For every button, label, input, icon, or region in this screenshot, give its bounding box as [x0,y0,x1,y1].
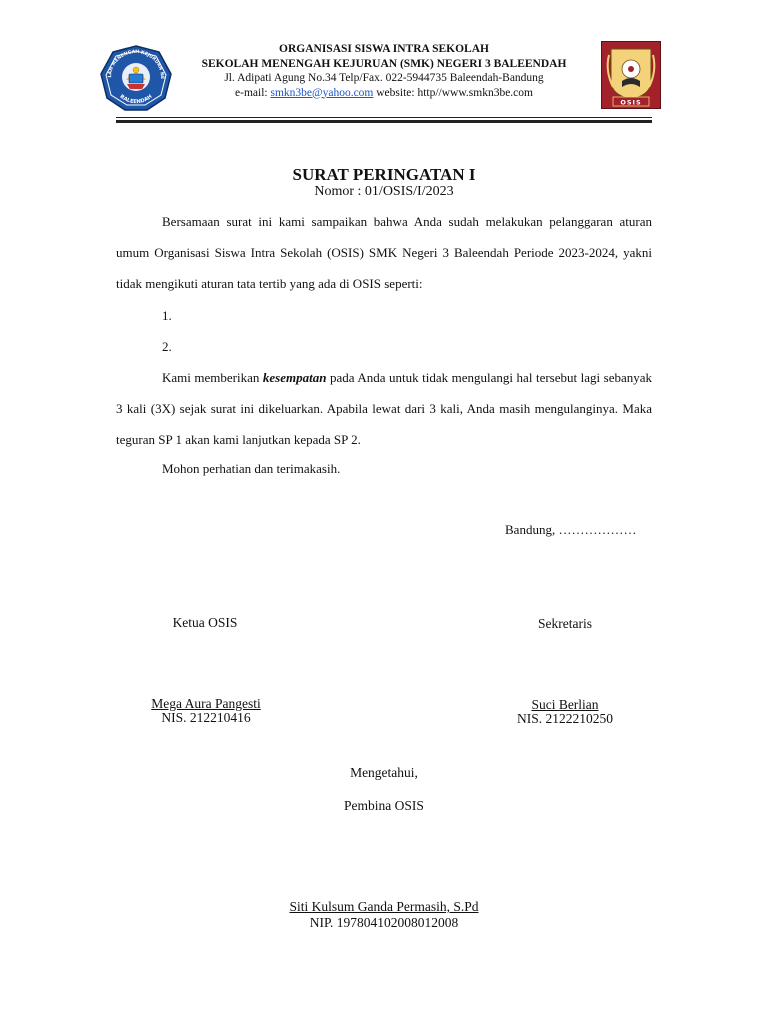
school-logo [99,44,173,112]
paragraph-2: Kami memberikan kesempatan pada Anda untuk tidak mengulangi hal tersebut lagi sebanyak 3 kali (3X) sejak surat ini dikeluarkan. Apabila lewat dari 3 kali, Anda masih mengulanginya. Maka teguran SP 1 akan kami lanjutkan kepada SP 2. [116,370,653,447]
violation-item-1: 1. [162,308,172,323]
school-address: Jl. Adipati Agung No.34 Telp/Fax. 022-5944735 Baleendah-Bandung [224,72,544,84]
letter-number: Nomor : 01/OSIS/I/2023 [314,184,454,199]
acknowledge-label: Mengetahui, [350,765,418,780]
pembina-role: Pembina OSIS [344,798,424,813]
paragraph-1: Bersamaan surat ini kami sampaikan bahwa Anda sudah melakukan pelanggaran aturan umum Organisasi Siswa Intra Sekolah (OSIS) SMK Negeri 3 Baleendah Periode 2023-2024, yakni tidak mengikuti aturan tata tertib yang ada di OSIS seperti: [116,214,652,291]
email-label: e-mail: [235,86,271,99]
school-name: SEKOLAH MENENGAH KEJURUAN (SMK) NEGERI 3 BALEENDAH [201,57,567,70]
emphasis-word: kesempatan [262,370,327,385]
logo-text-top: LAH MENENGAH KEJURUAN NE [107,49,165,80]
sekretaris-name: Suci Berlian [531,697,599,712]
header-divider-thick [116,120,652,123]
website-text: website: http//www.smkn3be.com [373,86,533,99]
osis-logo-text: OSIS [620,98,642,107]
sekretaris-role: Sekretaris [538,616,592,631]
osis-logo [601,41,661,109]
contact-line [180,86,588,101]
letter-title: SURAT PERINGATAN I [292,165,476,184]
pembina-name: Siti Kulsum Ganda Permasih, S.Pd [289,899,479,914]
ketua-id: NIS. 212210416 [161,710,251,725]
logo-text-bottom: BALEENDAH [118,93,154,106]
header-divider-thin [116,117,652,118]
pembina-id: NIP. 197804102008012008 [309,915,459,930]
org-name: ORGANISASI SISWA INTRA SEKOLAH [279,43,489,55]
sekretaris-id: NIS. 2122210250 [516,711,613,726]
letterhead [180,42,588,100]
ketua-name: Mega Aura Pangesti [151,696,261,711]
ketua-role: Ketua OSIS [172,615,238,630]
place-date: Bandung, ……………… [505,522,637,537]
violation-item-2: 2. [162,339,172,354]
email-link[interactable]: smkn3be@yahoo.com [270,86,374,99]
paragraph-3: Mohon perhatian dan terimakasih. [162,461,341,476]
